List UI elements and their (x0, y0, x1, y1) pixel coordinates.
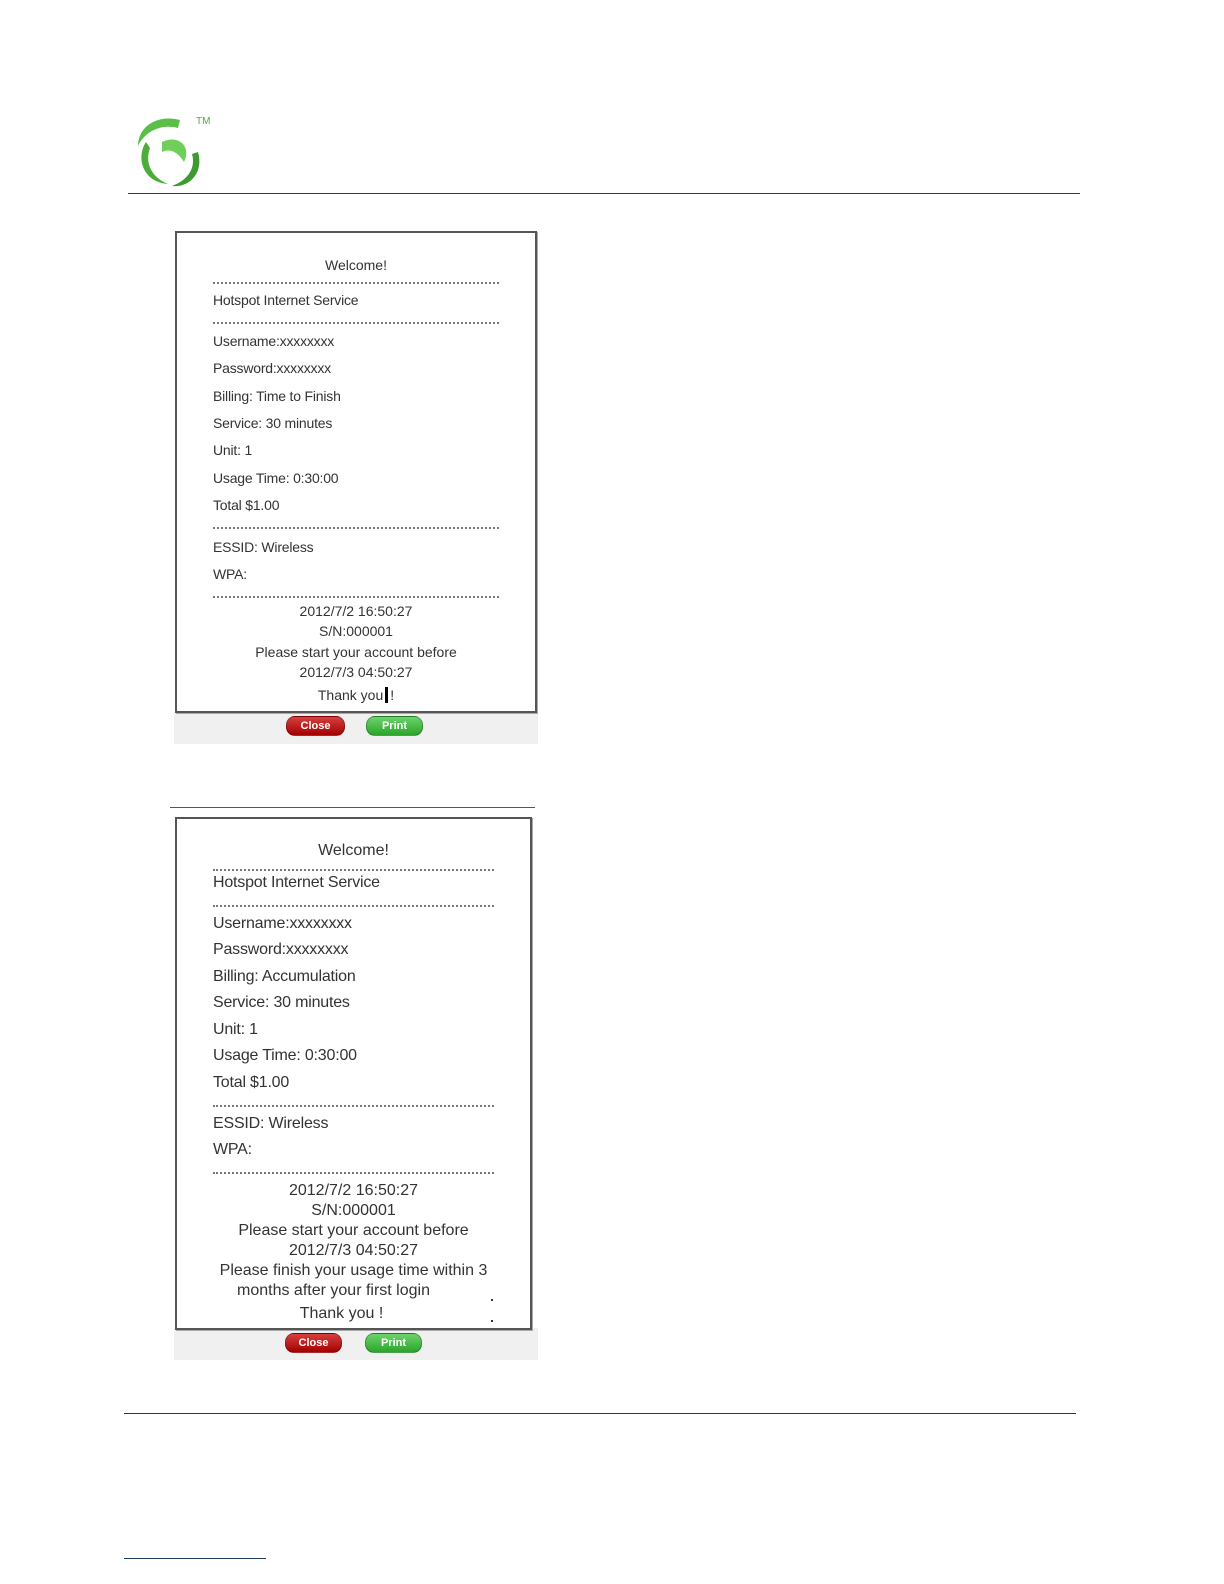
start-deadline: 2012/7/3 04:50:27 (288, 1242, 418, 1259)
thank-you: Thank you ! (299, 1305, 384, 1322)
finish-note-line1: Please finish your usage time within 3 (219, 1262, 488, 1279)
welcome-heading: Welcome! (325, 257, 387, 273)
service: Service: 30 minutes (213, 415, 333, 431)
serial-number: S/N:000001 (319, 623, 393, 639)
username: Username:xxxxxxxx (213, 333, 335, 349)
footer-rule (124, 1413, 1076, 1414)
thank-you-mark: ! (390, 687, 395, 703)
close-button[interactable]: Close (286, 716, 345, 736)
divider (213, 527, 499, 529)
divider (213, 905, 494, 907)
divider (213, 322, 499, 324)
thank-you-text: Thank you (317, 687, 384, 703)
print-button[interactable]: Print (366, 716, 423, 736)
thank-you (177, 687, 535, 703)
service-title: Hotspot Internet Service (213, 292, 359, 308)
usage-time: Usage Time: 0:30:00 (213, 1047, 357, 1064)
usage-time: Usage Time: 0:30:00 (213, 470, 339, 486)
close-button[interactable]: Close (285, 1333, 342, 1353)
start-before-note: Please start your account before (255, 644, 457, 660)
password: Password:xxxxxxxx (213, 360, 331, 376)
billing: Billing: Time to Finish (213, 388, 341, 404)
created-time: 2012/7/2 16:50:27 (299, 603, 413, 619)
finish-note-line2: months after your first login (237, 1282, 430, 1299)
footnote-rule (124, 1558, 266, 1559)
welcome-heading: Welcome! (318, 842, 389, 859)
essid: ESSID: Wireless (213, 1115, 329, 1132)
created-time: 2012/7/2 16:50:27 (288, 1182, 418, 1199)
unit: Unit: 1 (213, 1021, 258, 1038)
total: Total $1.00 (213, 1074, 290, 1091)
divider (213, 596, 499, 598)
username: Username:xxxxxxxx (213, 915, 352, 932)
serial-number: S/N:000001 (311, 1202, 396, 1219)
service: Service: 30 minutes (213, 994, 350, 1011)
unit: Unit: 1 (213, 442, 253, 458)
divider (213, 1172, 494, 1174)
print-button[interactable]: Print (365, 1333, 422, 1353)
essid: ESSID: Wireless (213, 539, 314, 555)
start-before-note: Please start your account before (238, 1222, 469, 1239)
text-cursor (385, 687, 388, 703)
section-rule (170, 807, 535, 808)
divider (213, 282, 499, 284)
wpa: WPA: (213, 1141, 252, 1158)
company-logo (128, 112, 218, 192)
trademark-mark: TM (196, 116, 211, 127)
password: Password:xxxxxxxx (213, 941, 349, 958)
start-deadline: 2012/7/3 04:50:27 (299, 664, 413, 680)
divider (213, 869, 494, 871)
receipt-time-to-finish (175, 231, 537, 713)
billing: Billing: Accumulation (213, 968, 356, 985)
divider (213, 1105, 494, 1107)
wpa: WPA: (213, 566, 247, 582)
total: Total $1.00 (213, 497, 280, 513)
header-rule (128, 193, 1080, 194)
service-title: Hotspot Internet Service (213, 874, 380, 891)
receipt-accumulation (175, 817, 532, 1330)
